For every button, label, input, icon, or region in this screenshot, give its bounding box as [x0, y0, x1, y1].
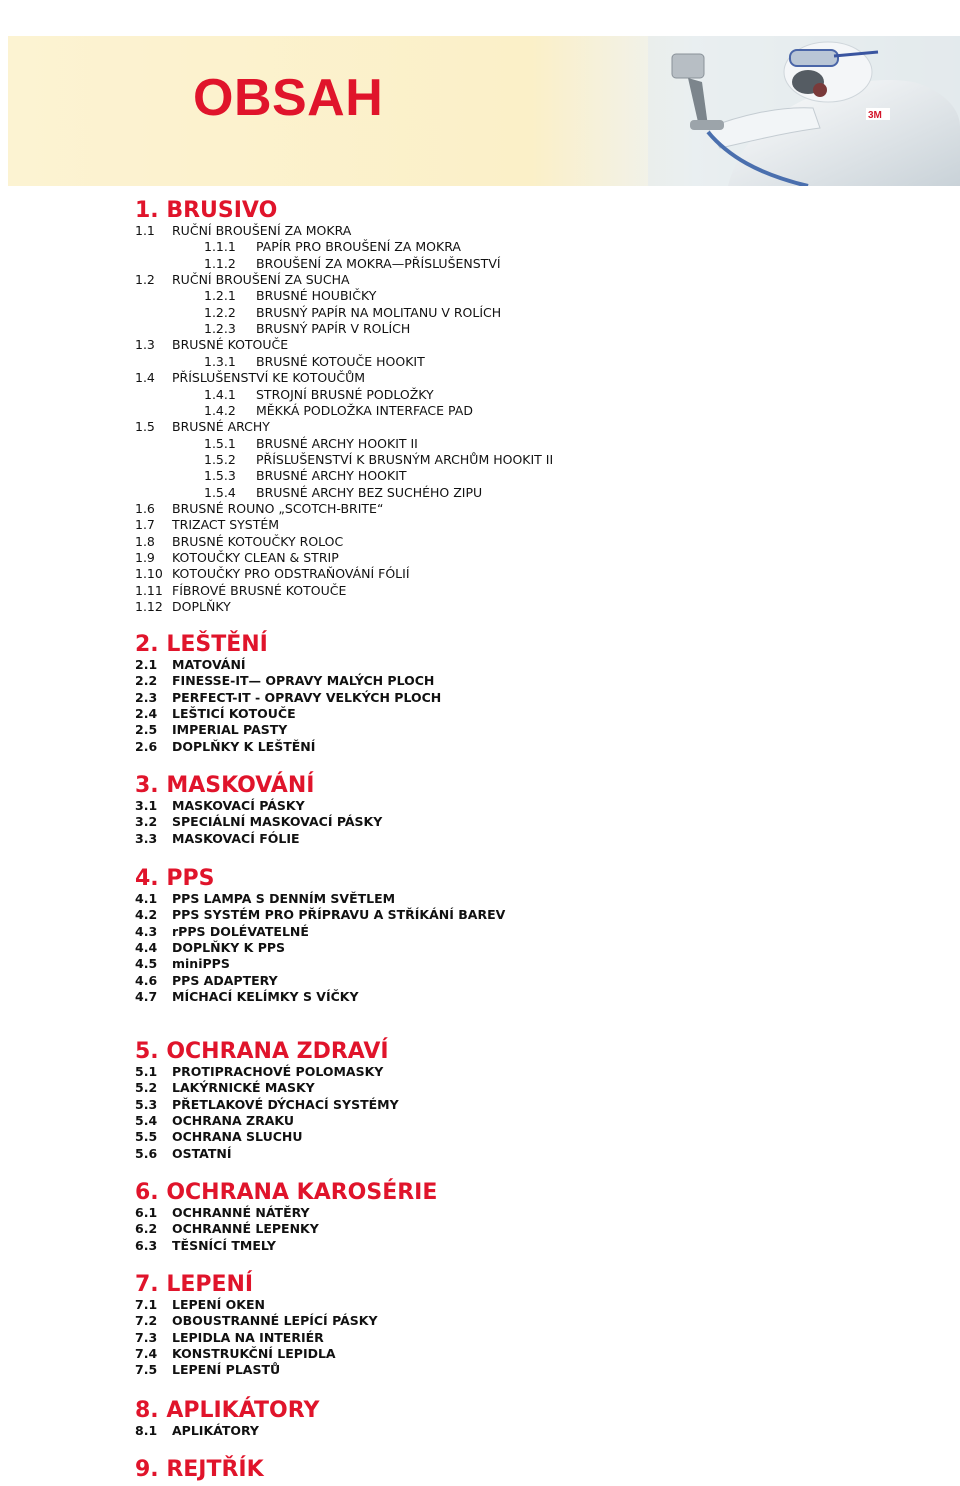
- page-title: OBSAH: [193, 69, 384, 127]
- toc-entry-label: MASKOVACÍ PÁSKY: [172, 798, 305, 813]
- toc-entry-label: LEPIDLA NA INTERIÉR: [172, 1329, 324, 1345]
- toc-entry-number: 5.2: [135, 1080, 158, 1096]
- section-heading[interactable]: 5. OCHRANA ZDRAVÍ: [135, 1039, 389, 1064]
- toc-entry-label: RUČNÍ BROUŠENÍ ZA SUCHA: [172, 272, 350, 288]
- toc-entry-label: MĚKKÁ PODLOŽKA INTERFACE PAD: [256, 402, 473, 418]
- section-heading[interactable]: 1. BRUSIVO: [135, 198, 278, 223]
- toc-entry-number: 1.9: [135, 550, 155, 565]
- toc-entry-label: PAPÍR PRO BROUŠENÍ ZA MOKRA: [256, 239, 461, 255]
- toc-entry-number: 4.5: [135, 956, 158, 972]
- toc-entry-label: BRUSNÉ KOTOUČKY ROLOC: [172, 533, 344, 549]
- toc-entry-label: OCHRANA SLUCHU: [172, 1129, 303, 1145]
- toc-entry-label: KONSTRUKČNÍ LEPIDLA: [172, 1346, 336, 1362]
- toc-entry-label: rPPS DOLÉVATELNÉ: [172, 923, 309, 939]
- toc-entry-label: BRUSNÉ ARCHY HOOKIT: [256, 468, 407, 484]
- 3m-logo: 3M: [868, 110, 882, 121]
- toc-entry-label: FÍBROVÉ BRUSNÉ KOTOUČE: [172, 582, 347, 598]
- toc-entry-label: OSTATNÍ: [172, 1145, 232, 1161]
- toc-entry-label: PROTIPRACHOVÉ POLOMASKY: [172, 1064, 384, 1079]
- toc-entry-number: 2.4: [135, 706, 158, 722]
- toc-entry-label: OBOUSTRANNÉ LEPÍCÍ PÁSKY: [172, 1313, 378, 1329]
- toc-entry-label: BRUSNÉ ARCHY HOOKIT II: [256, 435, 418, 451]
- toc-entry-number: 6.3: [135, 1237, 158, 1253]
- toc-entry-label: RUČNÍ BROUŠENÍ ZA MOKRA: [172, 223, 352, 238]
- toc-entry-number: 1.1.1: [204, 239, 236, 255]
- toc-entry-label: DOPLŇKY K PPS: [172, 940, 286, 956]
- toc-entry-number: 1.6: [135, 500, 155, 516]
- toc-entry-label: OCHRANNÉ NÁTĚRY: [172, 1205, 310, 1220]
- toc-entry-number: 3.3: [135, 830, 158, 846]
- toc-entry-label: PŘETLAKOVÉ DÝCHACÍ SYSTÉMY: [172, 1096, 399, 1112]
- toc-entry-label: LEPENÍ OKEN: [172, 1297, 265, 1312]
- toc-entry-number: 6.1: [135, 1205, 158, 1220]
- toc-entry-label: APLIKÁTORY: [172, 1423, 259, 1438]
- toc-entry-label: LAKÝRNICKÉ MASKY: [172, 1080, 315, 1096]
- toc-entry-number: 3.2: [135, 814, 158, 830]
- toc-entry-label: BRUSNÉ ARCHY: [172, 419, 270, 435]
- toc-entry-label: BRUSNÉ ARCHY BEZ SUCHÉHO ZIPU: [256, 484, 483, 500]
- toc-entry-number: 1.10: [135, 566, 163, 582]
- toc-entry-label: IMPERIAL PASTY: [172, 722, 288, 738]
- toc-entry-label: OCHRANA ZRAKU: [172, 1113, 295, 1129]
- toc-entry-number: 5.1: [135, 1064, 158, 1079]
- toc-entry-number: 1.1.2: [204, 255, 236, 271]
- toc-entry-number: 1.4: [135, 370, 155, 386]
- toc-entry-number: 7.2: [135, 1313, 158, 1329]
- toc-entry-label: BROUŠENÍ ZA MOKRA—PŘÍSLUŠENSTVÍ: [256, 255, 501, 271]
- toc-entry-number: 7.3: [135, 1329, 158, 1345]
- toc-entry-number: 4.6: [135, 972, 158, 988]
- toc-entry-number: 4.3: [135, 923, 158, 939]
- toc-entry-label: TĚSNÍCÍ TMELY: [172, 1237, 276, 1253]
- toc-entry-number: 2.5: [135, 722, 158, 738]
- toc-entry-number: 5.4: [135, 1113, 158, 1129]
- toc-entry-number: 4.1: [135, 891, 158, 906]
- toc-entry-number: 1.2.2: [204, 304, 236, 320]
- toc-entry-number: 1.2: [135, 272, 155, 288]
- toc-entry-number: 4.2: [135, 907, 158, 923]
- toc-entry-number: 2.1: [135, 657, 158, 672]
- toc-entry-number: 1.2.3: [204, 321, 236, 337]
- section-heading[interactable]: 9. REJTŘÍK: [135, 1457, 264, 1482]
- toc-entry-number: 1.5.1: [204, 435, 236, 451]
- toc-entry-number: 1.5: [135, 419, 155, 435]
- toc-entry-label: BRUSNÉ ROUNO „SCOTCH-BRITE“: [172, 500, 384, 516]
- toc-entry-label: PPS ADAPTERY: [172, 972, 278, 988]
- toc-entry-number: 7.5: [135, 1362, 158, 1378]
- toc-entry-label: KOTOUČKY PRO ODSTRAŇOVÁNÍ FÓLIÍ: [172, 566, 410, 582]
- toc-entry-label: TRIZACT SYSTÉM: [172, 517, 280, 533]
- toc-entry-label: KOTOUČKY CLEAN & STRIP: [172, 550, 339, 565]
- toc-entry-number: 1.3.1: [204, 353, 236, 369]
- toc-entry-label: BRUSNÝ PAPÍR V ROLÍCH: [256, 321, 411, 337]
- toc-entry-number: 1.5.3: [204, 468, 236, 484]
- toc-entry-label: FINESSE-IT— OPRAVY MALÝCH PLOCH: [172, 673, 435, 689]
- toc-entry-number: 1.4.1: [204, 386, 236, 402]
- toc-entry-number: 1.8: [135, 533, 155, 549]
- toc-entry-number: 7.4: [135, 1346, 158, 1362]
- toc-entry-label: BRUSNÝ PAPÍR NA MOLITANU V ROLÍCH: [256, 304, 502, 320]
- toc-entry-label: SPECIÁLNÍ MASKOVACÍ PÁSKY: [172, 814, 383, 830]
- section-heading[interactable]: 8. APLIKÁTORY: [135, 1398, 320, 1423]
- toc-entry-label: MATOVÁNÍ: [172, 657, 246, 672]
- toc-entry-label: PPS LAMPA S DENNÍM SVĚTLEM: [172, 891, 396, 906]
- section-heading[interactable]: 2. LEŠTĚNÍ: [135, 632, 268, 657]
- toc-entry-label: BRUSNÉ HOUBIČKY: [256, 288, 377, 304]
- toc-entry-number: 1.4.2: [204, 402, 236, 418]
- toc-entry-label: LEŠTICÍ KOTOUČE: [172, 706, 296, 722]
- section-heading[interactable]: 4. PPS: [135, 866, 215, 891]
- toc-entry-label: DOPLŇKY: [172, 599, 231, 615]
- toc-entry-label: BRUSNÉ KOTOUČE HOOKIT: [256, 353, 425, 369]
- toc-entry-number: 1.11: [135, 582, 163, 598]
- toc-entry-number: 5.6: [135, 1145, 158, 1161]
- toc-entry-number: 4.7: [135, 989, 158, 1005]
- toc-entry-number: 4.4: [135, 940, 158, 956]
- toc-entry-label: MÍCHACÍ KELÍMKY S VÍČKY: [172, 989, 359, 1005]
- toc-entry-label: STROJNÍ BRUSNÉ PODLOŽKY: [256, 386, 434, 402]
- toc-entry-label: DOPLŇKY K LEŠTĚNÍ: [172, 738, 316, 754]
- toc-entry-number: 7.1: [135, 1297, 158, 1312]
- toc-entry-number: 1.12: [135, 599, 163, 615]
- toc-entry-number: 2.6: [135, 738, 158, 754]
- toc-entry-number: 2.2: [135, 673, 158, 689]
- toc-entry-number: 1.5.4: [204, 484, 236, 500]
- section-heading[interactable]: 3. MASKOVÁNÍ: [135, 773, 315, 798]
- toc-entry-label: miniPPS: [172, 956, 230, 972]
- toc-entry-number: 1.5.2: [204, 451, 236, 467]
- toc-entry-number: 5.3: [135, 1096, 158, 1112]
- toc-entry-number: 1.7: [135, 517, 155, 533]
- toc-entry-label: MASKOVACÍ FÓLIE: [172, 830, 300, 846]
- toc-entry-number: 1.3: [135, 337, 155, 353]
- toc-entry-label: PŘÍSLUŠENSTVÍ KE KOTOUČŮM: [172, 370, 366, 386]
- toc-entry-number: 2.3: [135, 689, 158, 705]
- toc-entry-label: LEPENÍ PLASTŮ: [172, 1362, 281, 1378]
- toc-entry-label: BRUSNÉ KOTOUČE: [172, 337, 289, 353]
- section-heading[interactable]: 6. OCHRANA KAROSÉRIE: [135, 1180, 438, 1205]
- toc-entry-number: 8.1: [135, 1423, 158, 1438]
- toc-entry-number: 1.2.1: [204, 288, 236, 304]
- toc-entry-label: PPS SYSTÉM PRO PŘÍPRAVU A STŘÍKÁNÍ BAREV: [172, 907, 506, 923]
- toc-entry-number: 6.2: [135, 1221, 158, 1237]
- toc-entry-label: PERFECT-IT - OPRAVY VELKÝCH PLOCH: [172, 689, 442, 705]
- toc-entry-number: 3.1: [135, 798, 158, 813]
- toc-entry-number: 1.1: [135, 223, 155, 238]
- section-heading[interactable]: 7. LEPENÍ: [135, 1272, 254, 1297]
- toc-entry-label: OCHRANNÉ LEPENKY: [172, 1221, 319, 1237]
- toc-entry-number: 5.5: [135, 1129, 158, 1145]
- toc-entry-label: PŘÍSLUŠENSTVÍ K BRUSNÝM ARCHŮM HOOKIT II: [256, 451, 554, 467]
